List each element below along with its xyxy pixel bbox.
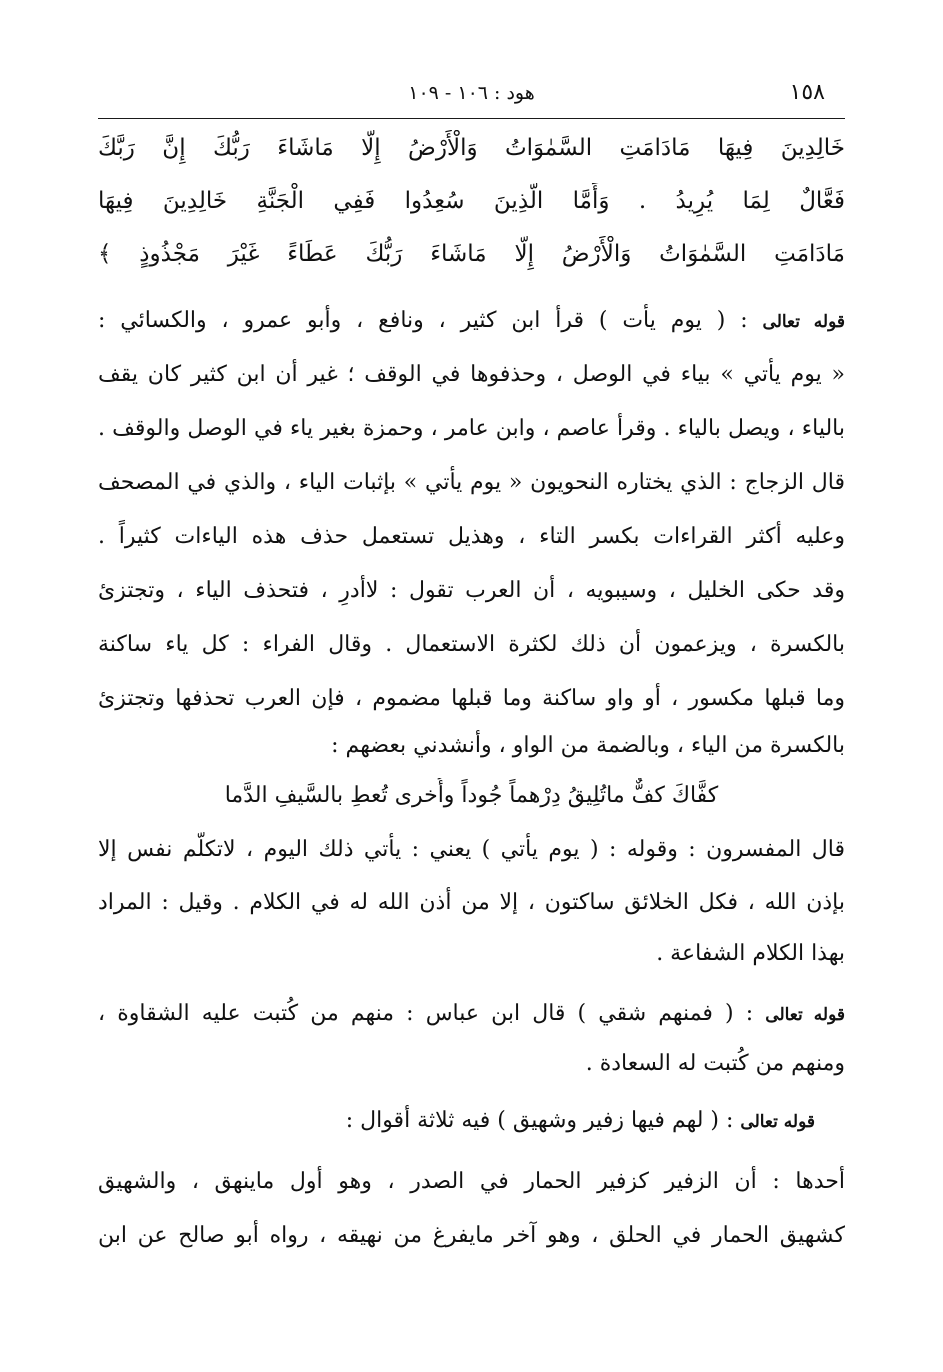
lemma-lead: قوله تعالى	[765, 1005, 845, 1025]
commentary-line: بالكسرة من الياء ، وبالضمة من الواو ، وأنشدني بعضهم :	[331, 733, 845, 758]
header-rule	[98, 118, 845, 119]
commentary-line: بهذا الكلام الشفاعة .	[656, 941, 845, 966]
page-number: ١٥٨	[789, 80, 825, 105]
commentary-text: : ( فمنهم شقي ) قال ابن عباس : منهم من كُتبت عليه الشقاوة ،	[98, 1001, 754, 1026]
commentary-line	[98, 996, 845, 1033]
commentary-line: بإذن الله ، فكل الخلائق ساكتون ، إلا من أذن الله له في الكلام . وقيل : المراد	[98, 890, 845, 915]
poetry-verse: كفَّاكَ كفٌّ ماتُلِيقُ دِرْهماً جُوداً وأُخرى تُعطِ بالسَّيفِ الدَّما	[224, 783, 719, 808]
commentary-line: وعليه أكثر القراءات بكسر التاء ، وهذيل تستعمل حذف هذه الياءات كثيراً .	[98, 524, 845, 549]
commentary-line: كشهيق الحمار في الحلق ، وهو آخر مايفرغ من نهيقه ، رواه أبو صالح عن ابن	[98, 1223, 845, 1248]
quran-line-1: خَالِدِينَ فِيهَا مَادَامَتِ السَّمٰوَاتُ وَالْأَرْضُ إِلَّا مَاشَاءَ رَبُّكَ إِنَّ رَبَّكَ	[98, 135, 845, 161]
lemma-lead: قوله تعالى	[762, 312, 845, 332]
commentary-line: قال الزجاج : الذي يختاره النحويون « يوم يأتي » بإثبات الياء ، والذي في المصحف	[98, 470, 845, 495]
commentary-text: : ( يوم يأت ) قرأ ابن كثير ، ونافع ، وأبو عمرو ، والكسائي :	[98, 308, 748, 333]
lemma-lead: قوله تعالى	[740, 1112, 815, 1132]
commentary-line: وما قبلها مكسور ، أو واو ساكنة وما قبلها مضموم ، فإن العرب تحذفها وتجتزئ	[98, 686, 845, 711]
commentary-line	[98, 303, 845, 340]
running-title: هود : ١٠٦ - ١٠٩	[408, 82, 535, 104]
commentary-line: ومنهم من كُتبت له السعادة .	[585, 1051, 845, 1076]
commentary-line: « يوم يأتي » بياء في الوصل ، وحذفوها في الوقف ؛ غير أن ابن كثير كان يقف	[98, 362, 845, 387]
commentary-line: أحدها : أن الزفير كزفير الحمار في الصدر ، وهو أول ماينهق ، والشهيق	[98, 1169, 845, 1194]
commentary-line	[98, 1103, 815, 1140]
page-header	[98, 70, 845, 112]
quran-line-3: مَادَامَتِ السَّمٰوَاتُ وَالْأَرْضُ إِلَّا مَاشَاءَ رَبُّكَ عَطَاءً غَيْرَ مَجْذُوذٍ ﴾	[98, 241, 845, 267]
commentary-line: وقد حكى الخليل ، وسيبويه ، أن العرب تقول : لاأدرِ ، فتحذف الياء ، وتجتزئ	[98, 578, 845, 603]
commentary-text: : ( لهم فيها زفير وشهيق ) فيه ثلاثة أقوال :	[345, 1108, 734, 1133]
commentary-line: بالياء ، ويصل بالياء . وقرأ عاصم ، وابن عامر ، وحمزة بغير ياء في الوصل والوقف .	[98, 416, 845, 441]
quran-line-2: فَعَّالٌ لِمَا يُرِيدُ . وَأَمَّا الَّذِينَ سُعِدُوا فَفِي الْجَنَّةِ خَالِدِينَ فِيهَا	[98, 188, 845, 214]
commentary-line: بالكسرة ، ويزعمون أن ذلك لكثرة الاستعمال . وقال الفراء : كل ياء ساكنة	[98, 632, 845, 657]
commentary-line: قال المفسرون : وقوله : ( يوم يأتي ) يعني : يأتي ذلك اليوم ، لاتكلَّم نفس إلا	[98, 837, 845, 862]
